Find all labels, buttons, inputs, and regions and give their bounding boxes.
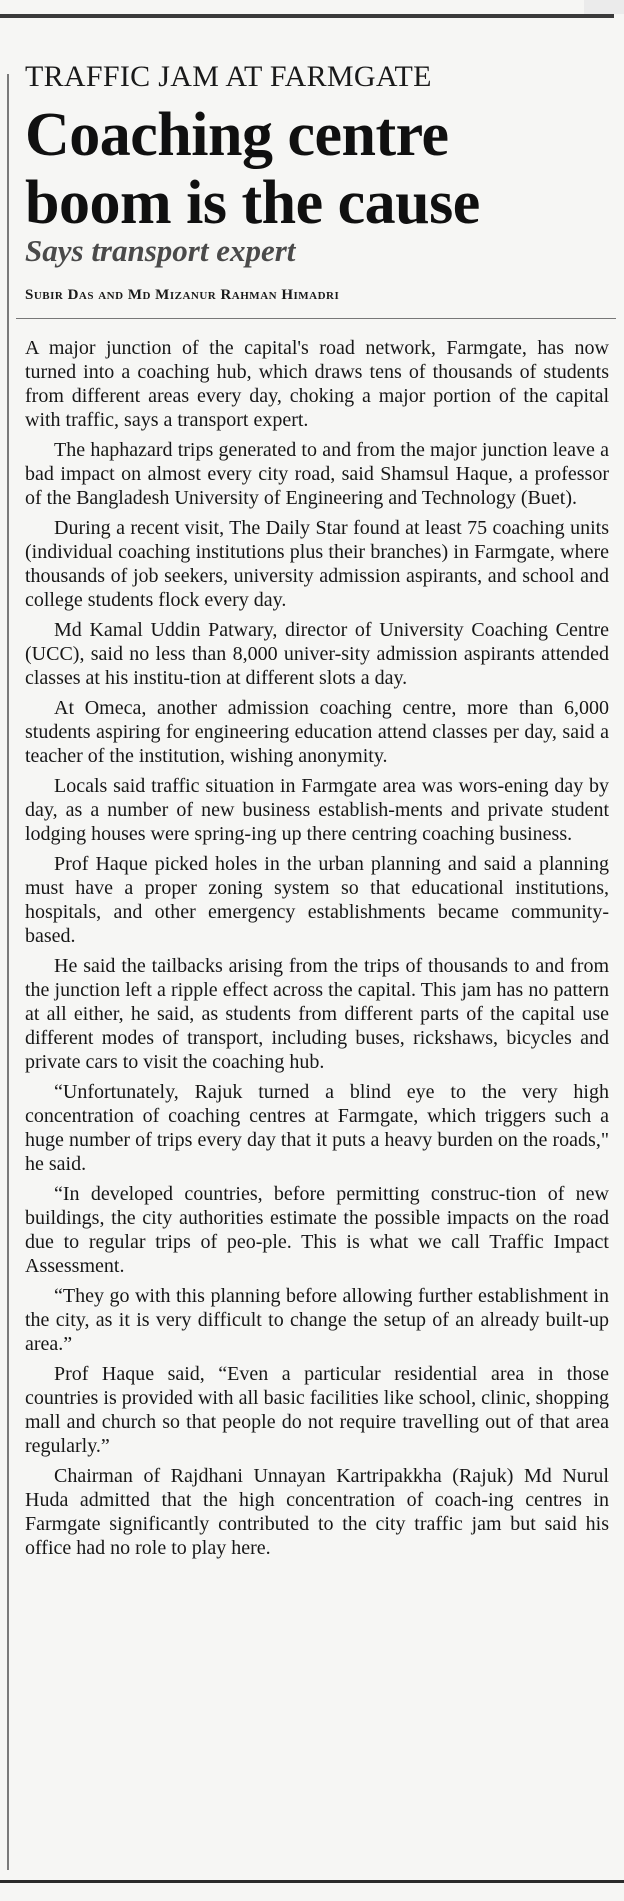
- article-headline: [25, 101, 605, 237]
- article-paragraph: “They go with this planning before allowing further establishment in the city, as it is very difficult to change the setup of an already built-up area.”: [25, 1285, 609, 1355]
- article-paragraph: Chairman of Rajdhani Unnayan Kartripakkha (Rajuk) Md Nurul Huda admitted that the high concentration of coach-ing centres in Farmgate significantly contributed to the city traffic jam but said his office had no role to play here.: [25, 1465, 609, 1559]
- article-deck: Says transport expert: [25, 233, 296, 268]
- article-byline: Subir Das and Md Mizanur Rahman Himadri: [25, 287, 340, 303]
- article-paragraph: A major junction of the capital's road network, Farmgate, has now turned into a coaching hub, which draws tens of thousands of students from different areas every day, choking a major portion of the capital with traffic, says a transport expert.: [25, 337, 609, 431]
- article-paragraph: Prof Haque said, “Even a particular residential area in those countries is provided with all basic facilities like school, clinic, shopping mall and church so that people do not require travelling out of that area regularly.”: [25, 1363, 609, 1457]
- article-paragraph: The haphazard trips generated to and from the major junction leave a bad impact on almost every city road, said Shamsul Haque, a professor of the Bangladesh University of Engineering and Technology (Buet).: [25, 439, 609, 509]
- article-paragraph: “Unfortunately, Rajuk turned a blind eye to the very high concentration of coaching centres at Farmgate, which triggers such a huge number of trips every day that it puts a heavy burden on the roads," he said.: [25, 1081, 609, 1175]
- byline-divider: [16, 318, 616, 319]
- bottom-divider: [0, 1880, 624, 1883]
- article-paragraph: Prof Haque picked holes in the urban planning and said a planning must have a proper zoning system so that educational institutions, hospitals, and other emergency establishments became community-based.: [25, 853, 609, 947]
- headline-line-1: Coaching centre: [25, 101, 449, 169]
- article-body: [25, 336, 609, 1566]
- top-divider: [0, 14, 614, 18]
- column-left-rule: [7, 74, 9, 1870]
- article-paragraph: Md Kamal Uddin Patwary, director of University Coaching Centre (UCC), said no less than 8,000 univer-sity admission aspirants attended classes at his institu-tion at different slots a day.: [25, 619, 609, 689]
- article-paragraph: “In developed countries, before permitting construc-tion of new buildings, the city authorities estimate the possible impacts on the road due to regular trips of peo-ple. This is what we call Traffic Impact Assessment.: [25, 1183, 609, 1277]
- article-paragraph: At Omeca, another admission coaching centre, more than 6,000 students aspiring for engineering education attend classes per day, said a teacher of the institution, wishing anonymity.: [25, 697, 609, 767]
- article-paragraph: During a recent visit, The Daily Star found at least 75 coaching units (individual coaching institutions plus their branches) in Farmgate, where thousands of job seekers, university admission aspirants, and school and college students flock every day.: [25, 517, 609, 611]
- page-corner-shade: [584, 0, 624, 14]
- article-kicker: TRAFFIC JAM AT FARMGATE: [25, 60, 432, 93]
- article-paragraph: Locals said traffic situation in Farmgate area was wors-ening day by day, as a number of new business establish-ments and private student lodging houses were spring-ing up there centring coaching business.: [25, 775, 609, 845]
- article-paragraph: He said the tailbacks arising from the trips of thousands to and from the junction left a ripple effect across the capital. This jam has no pattern at all either, he said, as students from different parts of the capital use different modes of transport, including buses, rickshaws, bicycles and private cars to visit the coaching hub.: [25, 955, 609, 1073]
- headline-line-2: boom is the cause: [25, 169, 480, 237]
